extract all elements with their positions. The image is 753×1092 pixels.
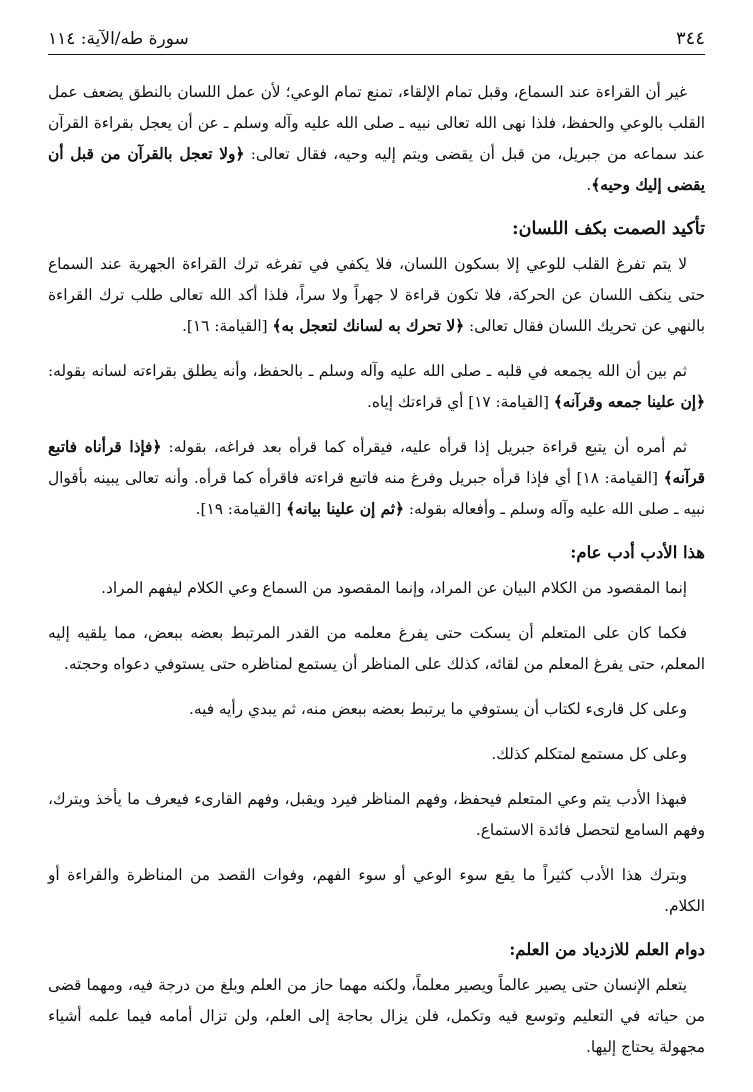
section-heading-general-etiquette: هذا الأدب أدب عام: bbox=[570, 543, 705, 562]
paragraph-4-end: [القيامة: ١٩]. bbox=[195, 500, 287, 518]
paragraph-3-end: [القيامة: ١٧] أي قراءتك إياه. bbox=[367, 393, 554, 411]
paragraph-1-end: . bbox=[586, 176, 592, 194]
paragraph-1-text: غير أن القراءة عند السماع، وقبل تمام الإلقاء، تمنع تمام الوعي؛ لأن عمل اللسان بالنطق يضعف عمل القلب بالوعي والحفظ، فلذا نهى الله تعالى نبيه ـ صلى الله عليه وآله وسلم ـ عن أن يعجل بقراءة القرآن عند سماعه من جبريل، من قبل أن يقضى ويتم إليه وحيه، فقال تعالى: bbox=[48, 83, 705, 163]
paragraph-2 bbox=[48, 249, 705, 342]
paragraph-4-text: ثم أمره أن يتبع قراءة جبريل إذا قرأه عليه، فيقرأه كما قرأه بعد فراغه، بقوله: bbox=[161, 438, 688, 456]
quran-quote: ﴿ثم إن علينا بيانه﴾ bbox=[286, 500, 405, 518]
paragraph-3-text: ثم بين أن الله يجمعه في قلبه ـ صلى الله عليه وآله وسلم ـ بالحفظ، وأنه يطلق بقراءته لسانه بقوله: bbox=[48, 362, 687, 380]
quran-quote: ﴿فإذا قرأناه فاتبع قرآنه﴾ bbox=[48, 438, 705, 487]
paragraph-9: فبهذا الأدب يتم وعي المتعلم فيحفظ، وفهم المناظر فيرد ويقبل، وفهم القارىء فيعرف ما يأخذ ويترك، وفهم السامع لتحصل فائدة الاستماع. bbox=[48, 790, 705, 839]
paragraph-11: يتعلم الإنسان حتى يصير عالماً ويصير معلماً، ولكنه مهما حاز من العلم وبلغ من درجة فيه، ومهما قضى من حياته في التعليم وتوسع فيه وتكمل، فلن يزال بحاجة إلى العلم، ولن تزال أمامه فيما علمه أشياء مجهولة يحتاج إليها. bbox=[48, 976, 705, 1056]
paragraph-3 bbox=[48, 356, 705, 418]
paragraph-8: وعلى كل مستمع لمتكلم كذلك. bbox=[491, 745, 687, 763]
paragraph-7: وعلى كل قارىء لكتاب أن يستوفي ما يرتبط بعضه ببعض منه، ثم يبدي رأيه فيه. bbox=[189, 700, 687, 718]
section-heading-silence: تأكيد الصمت بكف اللسان: bbox=[512, 219, 705, 239]
paragraph-10: وبترك هذا الأدب كثيراً ما يقع سوء الوعي أو سوء الفهم، وفوات القصد من المناظرة والقراءة أو الكلام. bbox=[48, 866, 705, 915]
paragraph-2-end: [القيامة: ١٦]. bbox=[182, 317, 273, 335]
running-header bbox=[48, 28, 705, 55]
quran-quote: ﴿إن علينا جمعه وقرآنه﴾ bbox=[553, 393, 705, 411]
quran-quote: ﴿لا تحرك به لسانك لتعجل به﴾ bbox=[272, 317, 465, 335]
paragraph-4-middle: [القيامة: ١٨] أي فإذا قرأه جبريل وفرغ منه فاتبع قراءته فاقرأه كما قرأه. وأنه تعالى يبينه بأقوال نبيه ـ صلى الله عليه وآله وسلم ـ وأفعاله بقوله: bbox=[48, 469, 705, 518]
paragraph-2-text: لا يتم تفرغ القلب للوعي إلا بسكون اللسان، فلا يكفي في تفرغه ترك القراءة الجهرية عند السماع حتى ينكف اللسان عن الحركة، فلا تكون قراءة لا جهراً ولا سراً، فلذا أكد الله تعالى طلب ترك القراءة بالنهي عن تحريك اللسان فقال تعالى: bbox=[48, 255, 705, 335]
surah-reference: سورة طه/الآية: ١١٤ bbox=[48, 29, 189, 49]
quran-quote: ﴿ولا تعجل بالقرآن من قبل أن يقضى إليك وحيه﴾ bbox=[48, 145, 705, 194]
section-heading-continuous-learning: دوام العلم للازدياد من العلم: bbox=[509, 940, 705, 959]
paragraph-5: إنما المقصود من الكلام البيان عن المراد، وإنما المقصود من السماع وعي الكلام ليفهم المراد. bbox=[101, 579, 687, 597]
paragraph-1 bbox=[48, 77, 705, 201]
paragraph-6: فكما كان على المتعلم أن يسكت حتى يفرغ معلمه من القدر المرتبط بعضه ببعض، مما يلقيه إليه المعلم، حتى يفرغ المعلم من لقائه، كذلك على المناظر أن يستمع لمناظره حتى يستوفي دعواه وحجته. bbox=[48, 624, 705, 673]
paragraph-4 bbox=[48, 432, 705, 525]
page-number: ٣٤٤ bbox=[675, 28, 705, 49]
